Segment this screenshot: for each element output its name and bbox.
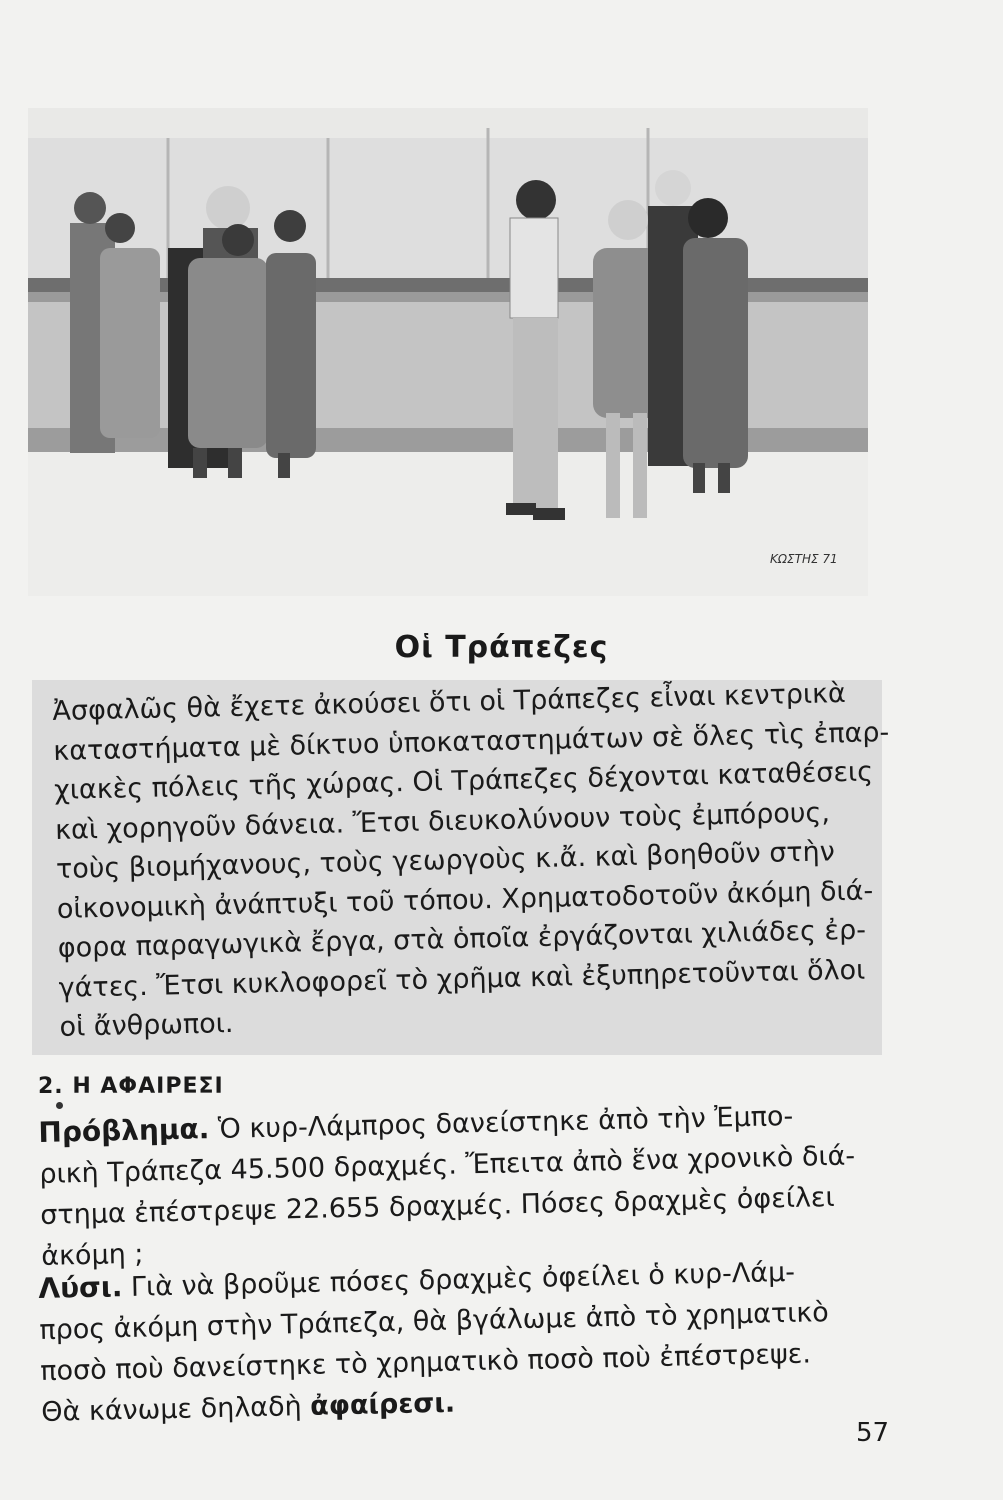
problem-text: Ὁ κυρ-Λάμπρος δανείστηκε ἀπὸ τὴν Ἐμπο- xyxy=(208,1100,794,1146)
intro-line: καταστήματα μὲ δίκτυο ὑποκαταστημάτων σὲ ὅλες τὶς ἐπαρ- xyxy=(52,716,890,767)
intro-line: οἰκονομικὴ ἀνάπτυξι τοῦ τόπου. Χρηματοδοτοῦν ἀκόμη διά- xyxy=(56,874,874,925)
problem-line: στημα ἐπέστρεψε 22.655 δραχμές. Πόσες δραχμὲς ὀφείλει xyxy=(39,1181,835,1231)
section-heading xyxy=(38,1074,224,1099)
section-heading-text: 2. Η ΑΦΑΙΡΕΣΙ xyxy=(38,1074,224,1099)
solution-line: ποσὸ ποὺ δανείστηκε τὸ χρηματικὸ ποσὸ ποὺ ἐπέστρεψε. xyxy=(39,1338,812,1387)
artist-signature: ΚΩΣΤΗΣ 71 xyxy=(770,552,838,566)
solution-label: Λύσι. xyxy=(38,1270,123,1305)
page-title: Οἱ Τράπεζες xyxy=(394,630,609,665)
bank-illustration xyxy=(28,108,868,596)
intro-line: χιακὲς πόλεις τῆς χώρας. Οἱ Τράπεζες δέχονται καταθέσεις xyxy=(53,756,874,806)
solution-text: Γιὰ νὰ βροῦμε πόσες δραχμὲς ὀφείλει ὁ κυρ-Λάμ- xyxy=(122,1256,796,1304)
solution-text: Θὰ κάνωμε δηλαδὴ xyxy=(40,1390,311,1428)
intro-paragraph xyxy=(52,673,890,1047)
intro-line: φορα παραγωγικὰ ἔργα, στὰ ὁποῖα ἐργάζονται χιλιάδες ἐρ- xyxy=(57,914,867,964)
intro-line: καὶ χορηγοῦν δάνεια. Ἔτσι διευκολύνουν τοὺς ἐμπόρους, xyxy=(54,796,831,846)
page-number: 57 xyxy=(856,1418,890,1448)
young-man-figure xyxy=(506,180,565,520)
bullet-dot xyxy=(56,1102,63,1109)
keyword-subtraction: ἀφαίρεσι. xyxy=(309,1387,456,1422)
solution-paragraph xyxy=(38,1248,902,1432)
problem-line: ρικὴ Τράπεζα 45.500 δραχμές. Ἔπειτα ἀπὸ ἕνα χρονικὸ διά- xyxy=(39,1140,856,1190)
intro-line: Ἀσφαλῶς θὰ ἔχετε ἀκούσει ὅτι οἱ Τράπεζες εἶναι κεντρικὰ xyxy=(52,677,847,727)
intro-line: γάτες. Ἔτσι κυκλοφορεῖ τὸ χρῆμα καὶ ἐξυπηρετοῦνται ὅλοι xyxy=(58,954,866,1004)
right-group-figures xyxy=(593,170,748,518)
bank-scene-drawing xyxy=(28,108,868,596)
solution-line: προς ἀκόμη στὴν Τράπεζα, θὰ βγάλωμε ἀπὸ τὸ χρηματικὸ xyxy=(39,1297,830,1346)
problem-paragraph xyxy=(38,1092,902,1276)
problem-label: Πρόβλημα. xyxy=(38,1112,210,1149)
problem-line: ἀκόμη ; xyxy=(40,1238,144,1272)
intro-line: τοὺς βιομήχανους, τοὺς γεωργοὺς κ.ἄ. καὶ βοηθοῦν στὴν xyxy=(55,836,836,885)
intro-line: οἱ ἄνθρωποι. xyxy=(59,1007,234,1043)
